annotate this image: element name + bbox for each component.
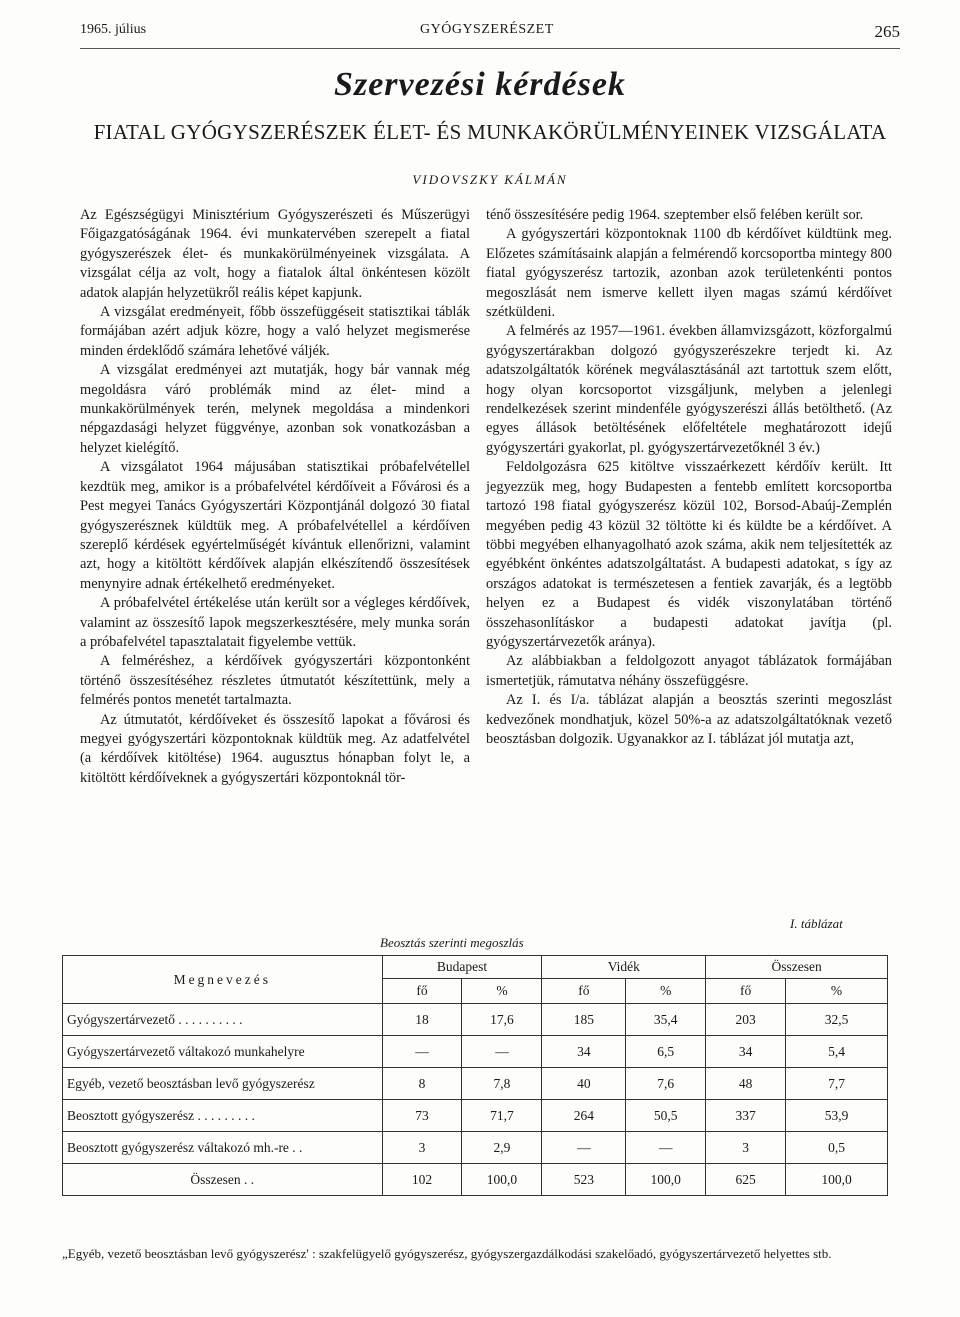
paragraph: Az útmutatót, kérdőíveket és összesítő lapokat a fővárosi és megyei gyógyszertári központoknak küldtük meg. Az adatfelvétel (a kérdőívek kitöltése) 1964. augusztus hónapban folyt le, a kitöltött kérdőíveknek a gyógyszertári központoknál tör- xyxy=(80,711,470,786)
footnote: „Egyéb, vezető beosztásban levő gyógyszerész' : szakfelügyelő gyógyszerész, gyógyszergazdálkodási szakelőadó, gyógyszertárvezető helyettes stb. xyxy=(62,1246,832,1261)
cell: 185 xyxy=(542,1004,626,1036)
cell: 50,5 xyxy=(626,1100,706,1132)
paragraph: A felméréshez, a kérdőívek gyógyszertári központonként történő összesítéséhez részletes útmutatót készítettünk, mely a felmérés pontos menetét tartalmazta. xyxy=(80,653,470,709)
cell: 34 xyxy=(542,1036,626,1068)
left-column xyxy=(80,206,470,788)
paragraph: A vizsgálat eredményeit, főbb összefüggéseit statisztikai táblák formájában azért adjuk közre, hogy a való helyzet megismerése minden érdeklődő számára lehetővé váljék. xyxy=(80,304,470,359)
cell: 3 xyxy=(706,1132,786,1164)
page-header xyxy=(80,22,900,44)
paragraph: A felmérés az 1957—1961. években államvizsgázott, közforgalmú gyógyszertárakban dolgozó gyógyszerészekre terjedt ki. Az adatszolgáltatók körének megválasztásánál azt tartottuk szem előtt, hogy olyan korcsoportot vizsgáljunk, melyben a jelenlegi rendelkezések szerint mindenféle gyógyszerészi állás betölthető. (Az egyes állások betöltésének előfeltétele meghatározott idejű gyógyszertári gyakorlat, pl. gyógyszertárvezetőknél 3 év.) xyxy=(486,323,892,456)
cell: — xyxy=(462,1036,542,1068)
cell: 40 xyxy=(542,1068,626,1100)
cell: — xyxy=(626,1132,706,1164)
table-row xyxy=(63,1132,888,1164)
cell: 2,9 xyxy=(462,1132,542,1164)
group-header-budapest: Budapest xyxy=(382,956,542,979)
cell: 100,0 xyxy=(786,1164,888,1196)
table-row xyxy=(63,1068,888,1100)
cell: 625 xyxy=(706,1164,786,1196)
cell: 32,5 xyxy=(786,1004,888,1036)
cell: — xyxy=(542,1132,626,1164)
cell: 35,4 xyxy=(626,1004,706,1036)
table-label: I. táblázat xyxy=(790,916,843,931)
subheader: % xyxy=(626,979,706,1004)
row-label: Beosztott gyógyszerész váltakozó mh.-re . . xyxy=(63,1132,383,1164)
page-number: 265 xyxy=(874,22,900,41)
paragraph: A próbafelvétel értékelése után került sor a végleges kérdőívek, valamint az összesítő lapok megszerkesztésére, mely munka során a próbafelvétel tapasztalatait figyelembe vettük. xyxy=(80,595,470,650)
paragraph: Feldolgozásra 625 kitöltve visszaérkezett kérdőív került. Itt jegyezzük meg, hogy Budapesten a fentebb említett korcsoportba tartozó 198 fiatal gyógyszerész közül 102, Borsod-Abaúj-Zemplén megyében pedig 43 közül 32 töltötte ki és küldte be a kérdőívet. A többi megyében elhanyagolható azok száma, akik nem teljesítették az egyébként önkéntes adatszolgáltatást. A budapesti adatokat, s így az országos adatokat is természetesen a fentiek zavarják, és a legtöbb helyen ez a Budapest és vidék viszonylatában történő összehasonlításkor a budapesti adatokat javítja (pl. gyógyszertárvezetők aránya). xyxy=(486,459,892,650)
subheader: % xyxy=(462,979,542,1004)
cell: 7,7 xyxy=(786,1068,888,1100)
cell: 18 xyxy=(382,1004,462,1036)
cell: 523 xyxy=(542,1164,626,1196)
issue-date: 1965. július xyxy=(80,22,147,37)
paragraph: ténő összesítésére pedig 1964. szeptember első felében került sor. xyxy=(486,207,864,223)
subheader: fő xyxy=(382,979,462,1004)
article-title: FIATAL GYÓGYSZERÉSZEK ÉLET- ÉS MUNKAKÖRÜLMÉNYEINEK VIZSGÁLATA xyxy=(93,120,887,144)
header-rule xyxy=(80,48,900,49)
group-header-osszesen: Összesen xyxy=(706,956,888,979)
cell: 5,4 xyxy=(786,1036,888,1068)
section-title: Szervezési kérdések xyxy=(334,66,626,103)
table-caption: Beosztás szerinti megoszlás xyxy=(380,935,524,950)
cell: 71,7 xyxy=(462,1100,542,1132)
cell: 7,8 xyxy=(462,1068,542,1100)
cell: — xyxy=(382,1036,462,1068)
paragraph: A vizsgálatot 1964 májusában statisztikai próbafelvétellel kezdtük meg, amikor is a próbafelvétel kérdőíveit a Fővárosi és a Pest megyei Tanács Gyógyszertári Központjánál dolgozó 30 fiatal gyógyszerésznek küldtük meg. A próbafelvétellel a kérdőíven szereplő kérdések egyértelműségét kívántuk ellenőrizni, valamint azt, hogy a kitöltött kérdőívek alapján elkészítendő összesítések menynyire adnak értékelhető eredményeket. xyxy=(80,459,470,592)
cell: 34 xyxy=(706,1036,786,1068)
cell: 53,9 xyxy=(786,1100,888,1132)
subheader: fő xyxy=(542,979,626,1004)
cell: 100,0 xyxy=(462,1164,542,1196)
name-column-header: Megnevezés xyxy=(63,956,383,1004)
cell: 48 xyxy=(706,1068,786,1100)
statistics-table xyxy=(62,955,888,1196)
row-label: Beosztott gyógyszerész . . . . . . . . . xyxy=(63,1100,383,1132)
subheader: fő xyxy=(706,979,786,1004)
journal-name: GYÓGYSZERÉSZET xyxy=(420,22,554,37)
right-column xyxy=(486,206,892,749)
cell: 100,0 xyxy=(626,1164,706,1196)
cell: 6,5 xyxy=(626,1036,706,1068)
cell: 0,5 xyxy=(786,1132,888,1164)
cell: 3 xyxy=(382,1132,462,1164)
paragraph: A vizsgálat eredményei azt mutatják, hogy bár vannak még megoldásra váró problémák mind az élet- mind a munkakörülmények terén, melynek megoldása a mindenkori népgazdasági helyzet függvénye, azonban sok vonatkozásban a helyzet kielégítő. xyxy=(80,362,470,456)
paragraph: A gyógyszertári központoknak 1100 db kérdőívet küldtünk meg. Előzetes számításaink alapján a felmérendő korcsoportba mintegy 800 fiatal gyógyszerész tartozik, azonban azok területenkénti pontos megoszlását nem ismerve kellett ilyen magas számú kérdőívet szétküldeni. xyxy=(486,226,892,321)
cell: 73 xyxy=(382,1100,462,1132)
paragraph: Az alábbiakban a feldolgozott anyagot táblázatok formájában ismertetjük, rámutatva néhány összefüggésre. xyxy=(486,653,892,689)
cell: 7,6 xyxy=(626,1068,706,1100)
cell: 102 xyxy=(382,1164,462,1196)
table-row xyxy=(63,1004,888,1036)
total-label: Összesen . . xyxy=(63,1164,383,1196)
row-label: Gyógyszertárvezető váltakozó munkahelyre xyxy=(63,1036,383,1068)
cell: 17,6 xyxy=(462,1004,542,1036)
cell: 203 xyxy=(706,1004,786,1036)
article-author: VIDOVSZKY KÁLMÁN xyxy=(412,172,568,187)
paragraph: Az Egészségügyi Minisztérium Gyógyszerészeti és Műszerügyi Főigazgatóságának 1964. évi munkatervében szerepelt a fiatal gyógyszerészek élet- és munkakörülményeinek vizsgálata. A vizsgálat célja az volt, hogy a fiatalok által önkéntesen közölt adatok alapján helyzetükről reális képet kapjunk. xyxy=(80,207,470,301)
cell: 264 xyxy=(542,1100,626,1132)
row-label: Egyéb, vezető beosztásban levő gyógyszerész xyxy=(63,1068,383,1100)
row-label: Gyógyszertárvezető . . . . . . . . . . xyxy=(63,1004,383,1036)
cell: 8 xyxy=(382,1068,462,1100)
subheader: % xyxy=(786,979,888,1004)
paragraph: Az I. és I/a. táblázat alapján a beosztás szerinti megoszlást kedvezőnek mondhatjuk, közel 50%-a az adatszolgáltatóknak vezető beosztásban dolgozik. Ugyanakkor az I. táblázat jól mutatja azt, xyxy=(486,692,892,747)
group-header-videk: Vidék xyxy=(542,956,706,979)
cell: 337 xyxy=(706,1100,786,1132)
table-row xyxy=(63,1100,888,1132)
table-row xyxy=(63,1036,888,1068)
total-row xyxy=(63,1164,888,1196)
